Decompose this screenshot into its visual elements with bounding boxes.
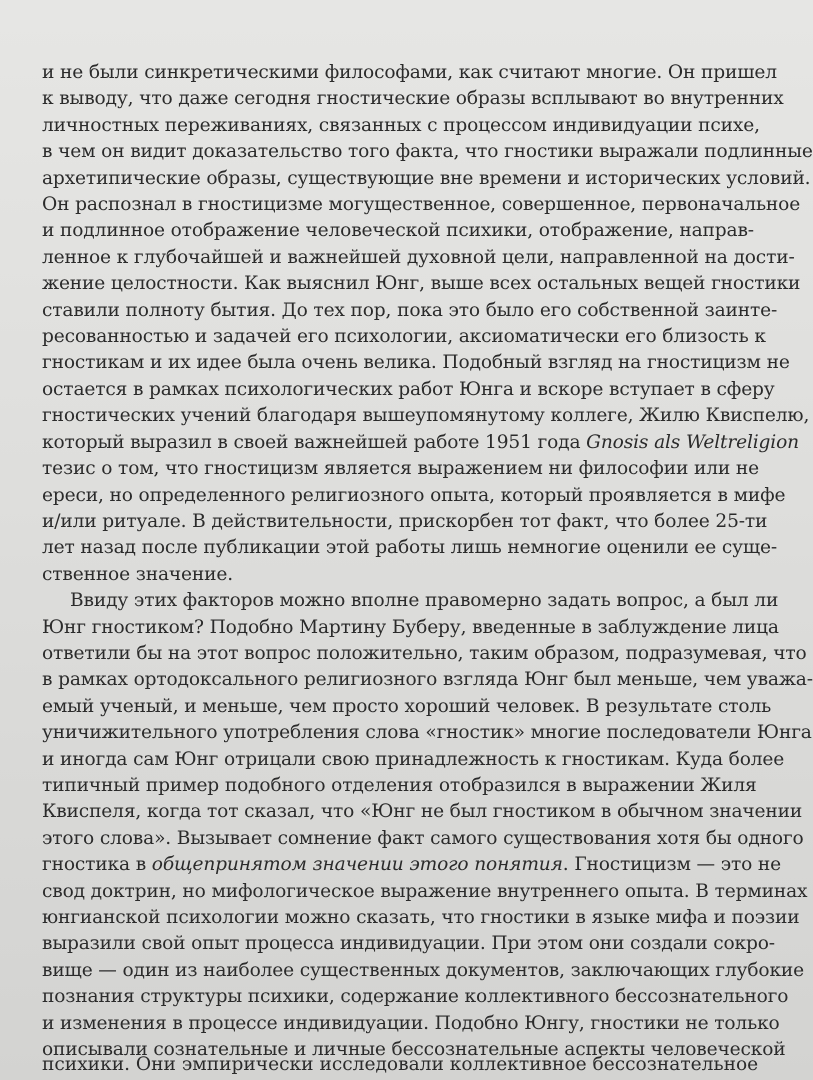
italic-phrase: общепринятом значении этого понятия [151,854,563,876]
text-line: остается в рамках психологических работ Юнга и вскоре вступает в сферу [42,378,775,400]
text-line: ереси, но определенного религиозного опыта, который проявляется в мифе [42,484,786,506]
text-line-indented: Ввиду этих факторов можно вполне правомерно задать вопрос, а был ли [70,590,779,612]
text-line: тезис о том, что гностицизм является выражением ни философии или не [42,458,759,480]
text-line: личностных переживаниях, связанных с процессом индивидуации психе, [42,114,760,136]
text-line: ленное к глубочайшей и важнейшей духовной цели, направленной на дости- [42,246,795,268]
text-line-with-title [42,430,799,456]
text-line: жение целостности. Как выяснил Юнг, выше всех остальных вещей гностики [42,273,801,295]
text-line: Он распознал в гностицизме могущественное, совершенное, первоначальное [42,194,801,216]
paragraph-2 [42,588,813,1063]
body-text [42,60,813,1063]
book-title-italic: Gnosis als Weltreligion [586,431,799,453]
text-line: и иногда сам Юнг отрицали свою принадлежность к гностикам. Куда более [42,748,785,770]
text-line: к выводу, что даже сегодня гностические образы всплывают во внутренних [42,88,784,110]
text-line: ставили полноту бытия. До тех пор, пока это было его собственной заинте- [42,299,778,321]
text-line: и не были синкретическими философами, как считают многие. Он пришел [42,62,777,83]
text-line: типичный пример подобного отделения отобразился в выражении Жиля [42,774,757,796]
text-line: емый ученый, и меньше, чем просто хороший человек. В результате столь [42,695,772,717]
text-line: Квиспеля, когда тот сказал, что «Юнг не был гностиком в обычном значении [42,801,803,823]
text-line-with-italic [42,852,782,878]
text-line: свод доктрин, но мифологическое выражение внутреннего опыта. В терминах [42,880,808,902]
text-line: гностикам и их идее была очень велика. Подобный взгляд на гностицизм не [42,352,790,374]
text-line: в чем он видит доказательство того факта, что гностики выражали подлинные [42,141,813,163]
text-line: ресованностью и задачей его психологии, аксиоматически его близость к [42,326,766,348]
cut-off-text-line: психики. Они эмпирически исследовали коллективное бессознательное [42,1054,759,1075]
text-line: описывали сознательные и личные бессознательные аспекты человеческой [42,1039,786,1061]
text-segment: . Гностицизм — это не [562,854,782,876]
text-line: выразили свой опыт процесса индивидуации. При этом они создали сокро- [42,933,775,955]
text-line: познания структуры психики, содержание коллективного бессознательного [42,986,789,1008]
text-line: и изменения в процессе индивидуации. Подобно Юнгу, гностики не только [42,1012,780,1034]
text-line: гностических учений благодаря вышеупомянутому коллеге, Жилю Квиспелю, [42,405,810,427]
text-line: и/или ритуале. В действительности, прискорбен тот факт, что более 25-ти [42,510,768,532]
text-line: архетипические образы, существующие вне времени и исторических условий. [42,167,811,189]
text-segment: который выразил в своей важнейшей работе 1951 года [42,431,587,453]
text-segment: гностика в [42,854,152,876]
text-line: уничижительного употребления слова «гностик» многие последователи Юнга [42,722,812,744]
text-line: ственное значение. [42,563,233,585]
paragraph-1 [42,60,813,588]
text-line: этого слова». Вызывает сомнение факт самого существования хотя бы одного [42,827,804,849]
text-line: лет назад после публикации этой работы лишь немногие оценили ее суще- [42,537,778,559]
text-line: и подлинное отображение человеческой психики, отображение, направ- [42,220,754,242]
text-line: Юнг гностиком? Подобно Мартину Буберу, введенные в заблуждение лица [42,616,779,638]
text-line: вище — один из наиболее существенных документов, заключающих глубокие [42,959,805,981]
text-line: в рамках ортодоксального религиозного взгляда Юнг был меньше, чем уважа- [42,669,813,691]
text-line: ответили бы на этот вопрос положительно, таким образом, подразумевая, что [42,642,807,664]
text-line: юнгианской психологии можно сказать, что гностики в языке мифа и поэзии [42,907,800,928]
